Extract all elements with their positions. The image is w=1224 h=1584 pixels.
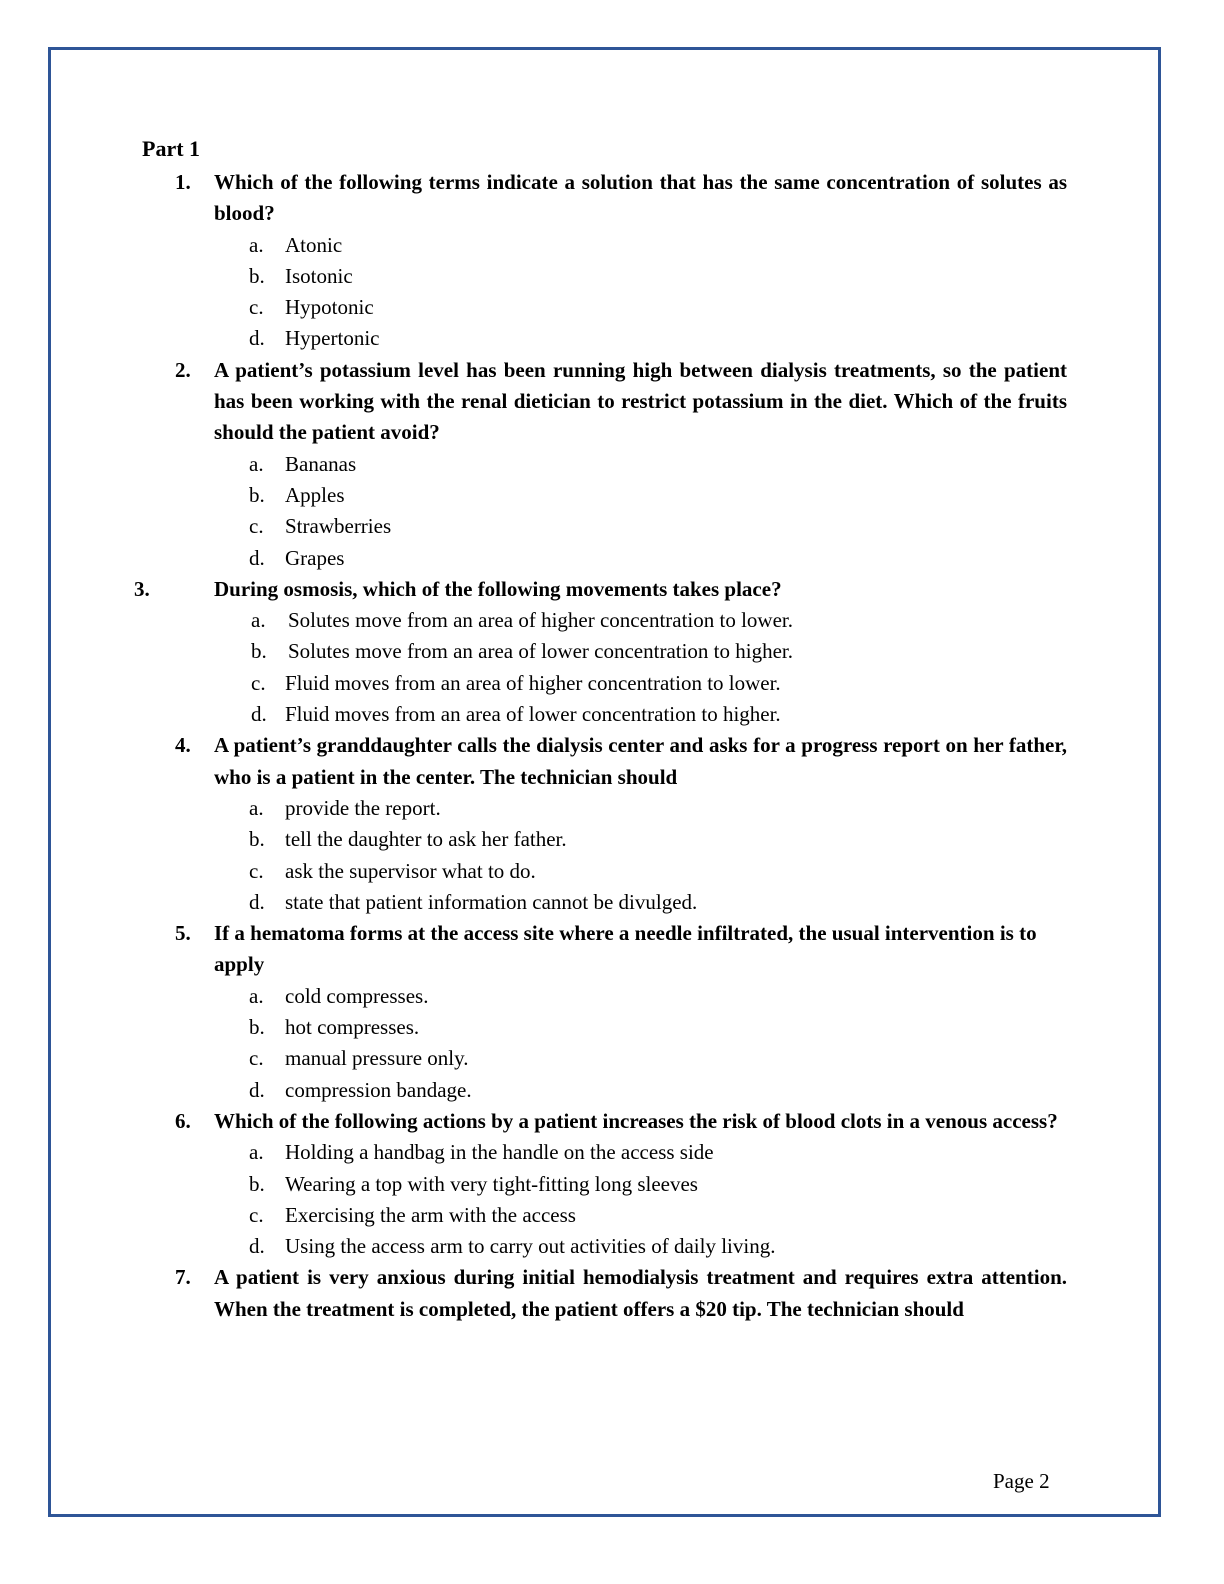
- option-letter: d.: [249, 889, 265, 914]
- option-d: [0, 323, 1224, 354]
- option-text: Using the access arm to carry out activities of daily living.: [285, 1234, 776, 1259]
- option-list: [0, 449, 1224, 574]
- option-list: [0, 230, 1224, 355]
- option-text: compression bandage.: [285, 1077, 472, 1102]
- option-c: [0, 511, 1224, 542]
- question-text: During osmosis, which of the following movements takes place?: [214, 576, 782, 601]
- option-d: [0, 699, 1224, 730]
- option-text: provide the report.: [285, 795, 441, 820]
- option-b: [0, 824, 1224, 855]
- question-text: A patient’s potassium level has been running high between dialysis treatments, so the patient has been working with the renal dietician to restrict potassium in the diet. Which of the fruits should the patient avoid?: [214, 357, 1067, 445]
- option-letter: b.: [249, 1171, 265, 1196]
- option-letter: c.: [249, 1046, 264, 1071]
- question-text: A patient’s granddaughter calls the dialysis center and asks for a progress report on her father, who is a patient in the center. The technician should: [214, 733, 1067, 789]
- question-3: [0, 574, 1224, 730]
- option-letter: a.: [249, 1140, 264, 1165]
- option-text: Fluid moves from an area of higher concentration to lower.: [285, 670, 781, 695]
- option-d: [0, 543, 1224, 574]
- question-text: Which of the following terms indicate a solution that has the same concentration of solutes as blood?: [214, 170, 1067, 226]
- option-d: [0, 1075, 1224, 1106]
- option-text: ask the supervisor what to do.: [285, 858, 536, 883]
- option-c: [0, 1200, 1224, 1231]
- option-letter: d.: [249, 1234, 265, 1259]
- option-letter: c.: [249, 1202, 264, 1227]
- option-letter: d.: [249, 1077, 265, 1102]
- option-c: [0, 1043, 1224, 1074]
- option-list: [0, 1137, 1224, 1262]
- option-letter: b.: [249, 1015, 265, 1040]
- option-text: Solutes move from an area of higher concentration to lower.: [288, 608, 794, 633]
- question-number: 2.: [175, 357, 191, 382]
- option-b: [0, 480, 1224, 511]
- question-number: 5.: [175, 921, 191, 946]
- option-a: [0, 605, 1224, 636]
- option-c: [0, 292, 1224, 323]
- option-letter: a.: [251, 608, 266, 633]
- option-text: Isotonic: [285, 263, 353, 288]
- page-number: Page 2: [993, 1469, 1050, 1493]
- option-letter: c.: [249, 858, 264, 883]
- option-text: Exercising the arm with the access: [285, 1202, 576, 1227]
- option-letter: b.: [249, 827, 265, 852]
- option-b: [0, 1169, 1224, 1200]
- question-7: [0, 1262, 1224, 1325]
- option-letter: d.: [249, 326, 265, 351]
- question-number: 1.: [175, 170, 191, 194]
- question-number: 6.: [175, 1108, 191, 1133]
- option-text: state that patient information cannot be divulged.: [285, 889, 698, 914]
- option-letter: b.: [251, 639, 267, 664]
- option-text: Fluid moves from an area of lower concentration to higher.: [285, 702, 781, 727]
- option-a: [0, 981, 1224, 1012]
- option-b: [0, 261, 1224, 292]
- question-4: [0, 730, 1224, 918]
- question-text: A patient is very anxious during initial hemodialysis treatment and requires extra attention. When the treatment is completed, the patient offers a $20 tip. The technician should: [214, 1265, 1067, 1321]
- option-letter: d.: [249, 545, 265, 570]
- option-letter: a.: [249, 983, 264, 1008]
- option-text: Hypertonic: [285, 326, 380, 351]
- question-number: 7.: [175, 1265, 191, 1290]
- option-b: [0, 636, 1224, 667]
- option-text: Bananas: [285, 451, 357, 476]
- question-5: [0, 918, 1224, 1106]
- option-text: Solutes move from an area of lower concentration to higher.: [288, 639, 794, 664]
- question-2: [0, 355, 1224, 574]
- question-1: [0, 167, 1224, 355]
- option-c: [0, 668, 1224, 699]
- option-b: [0, 1012, 1224, 1043]
- option-text: Atonic: [285, 232, 343, 257]
- question-text: Which of the following actions by a patient increases the risk of blood clots in a venous access?: [214, 1108, 1058, 1133]
- option-text: Grapes: [285, 545, 345, 570]
- option-d: [0, 1231, 1224, 1262]
- option-text: manual pressure only.: [285, 1046, 469, 1071]
- option-letter: a.: [249, 795, 264, 820]
- part-title: Part 1: [142, 136, 201, 161]
- option-text: cold compresses.: [285, 983, 429, 1008]
- option-letter: b.: [249, 263, 265, 288]
- question-6: [0, 1106, 1224, 1262]
- option-text: hot compresses.: [285, 1015, 420, 1040]
- option-text: Wearing a top with very tight-fitting long sleeves: [285, 1171, 698, 1196]
- option-list: [0, 981, 1224, 1106]
- option-a: [0, 1137, 1224, 1168]
- question-number: 4.: [175, 733, 191, 758]
- option-letter: c.: [251, 670, 266, 695]
- option-list: [0, 605, 1224, 730]
- option-letter: a.: [249, 451, 264, 476]
- option-text: Strawberries: [285, 514, 392, 539]
- option-text: Apples: [285, 482, 345, 507]
- option-list: [0, 793, 1224, 918]
- question-number: 3.: [134, 576, 150, 601]
- question-list: [0, 167, 1224, 1325]
- question-text: If a hematoma forms at the access site where a needle infiltrated, the usual intervention is to apply: [214, 921, 1037, 977]
- option-a: [0, 449, 1224, 480]
- option-text: tell the daughter to ask her father.: [285, 827, 567, 852]
- option-a: [0, 793, 1224, 824]
- option-letter: d.: [251, 702, 267, 727]
- option-a: [0, 230, 1224, 261]
- option-text: Hypotonic: [285, 295, 374, 320]
- option-c: [0, 856, 1224, 887]
- option-d: [0, 887, 1224, 918]
- option-letter: c.: [249, 295, 264, 320]
- option-letter: c.: [249, 514, 264, 539]
- option-text: Holding a handbag in the handle on the access side: [285, 1140, 714, 1165]
- option-letter: a.: [249, 232, 264, 257]
- option-letter: b.: [249, 482, 265, 507]
